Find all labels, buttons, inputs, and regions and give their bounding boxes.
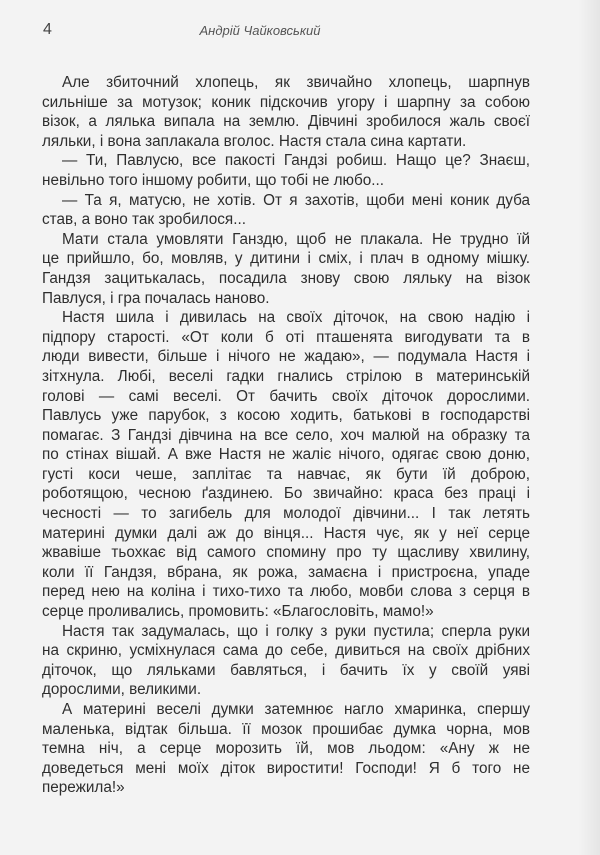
- text-line: Павлуся, і гра почалась наново.: [42, 289, 270, 307]
- text-line: візок, а лялька випала на землю. Дівчині зробилося жаль своєї: [42, 113, 530, 131]
- text-line: зітхнула. Любі, веселі гадки гнались стрілою в материнській: [42, 367, 530, 385]
- text-line: діточок, що ляльками бавляться, і бачить їх у своїй уяві: [42, 661, 530, 679]
- running-head-author: Андрій Чайковський: [199, 23, 321, 38]
- text-line: сильніше за мотузок; коник підскочив угору і шарпну за собою: [42, 93, 530, 111]
- text-line: А материні веселі думки затемнює нагло хмаринка, спершу: [62, 701, 530, 718]
- text-line: невільно того іншому робити, що тобі не любо...: [42, 171, 385, 189]
- text-line: маленька, відтак більша. її мозок прошибає думка чорна, мов: [42, 720, 530, 738]
- text-line: на скриню, усміхнулася сама до себе, дивиться на своїх дрібних: [42, 642, 530, 660]
- text-line: це прийшло, бо, мовляв, у дитини і сміх, і плач в одному мішку.: [42, 250, 530, 268]
- text-line: дорослими, великими.: [42, 681, 202, 699]
- page-body-text: [42, 73, 530, 798]
- paragraph: [42, 308, 530, 622]
- text-line: темна ніч, а серце морозить їй, мов льодом: «Ану ж не: [42, 740, 530, 758]
- text-line: материні думки далі аж до вінця... Настя чує, як у неї серце: [42, 524, 530, 542]
- text-line: жвавіше тьохкає від самого спомину про ту щасливу хвилину,: [42, 544, 530, 562]
- text-line: голові — самі веселі. От бачить своїх діточок дорослими.: [42, 387, 530, 405]
- text-line: — Ти, Павлусю, все пакості Гандзі робиш. Нащо це? Знаєш,: [62, 152, 530, 170]
- text-line: Мати стала умовляти Ганздю, щоб не плакала. Не трудно їй: [62, 230, 530, 248]
- text-line: — Та я, матусю, не хотів. От я захотів, щоби мені коник дуба: [62, 191, 530, 209]
- text-line: Настя так задумалась, що і голку з руки пустила; сперла руки: [62, 622, 530, 640]
- paragraph: [42, 700, 530, 798]
- page-edge-shadow: [578, 0, 600, 855]
- text-line: чесності — то загибель для молодої дівчини... І так летять: [42, 505, 530, 523]
- text-line: коли її Гандзя, вбрана, як рожа, замаєна і пристроєна, упаде: [42, 563, 530, 581]
- text-line: Павлусь уже парубок, з косою ходить, батькові в господарстві: [42, 407, 530, 425]
- text-line: став, а воно так зробилося...: [42, 211, 246, 229]
- text-line: помагає. З Гандзі дівчина на все село, хоч малюй на образку та: [42, 426, 530, 444]
- text-line: люди вивести, більше і нічого не жадаю», — подумала Настя і: [42, 348, 530, 366]
- page-number: 4: [43, 21, 52, 38]
- text-line: пережила!»: [42, 779, 125, 797]
- text-line: перед нею на коліна і тихо-тихо та любо, мовби слова з серця в: [42, 583, 530, 601]
- text-line: Гандзя зацитькалась, посадила знову свою ляльку на візок: [42, 269, 530, 287]
- paragraph: [42, 230, 530, 308]
- text-line: густі коси чеше, заплітає та навчає, як бути їй доброю,: [42, 465, 530, 483]
- text-line: Але збиточний хлопець, як звичайно хлопець, шарпнув: [62, 74, 530, 91]
- paragraph: [42, 151, 530, 190]
- text-line: підпору старості. «От коли б оті пташенята вигодувати та в: [42, 328, 530, 346]
- text-line: доведеться мені моїх діток виростити! Господи! Я б того не: [42, 759, 530, 777]
- text-line: роботящою, чесною ґаздинею. Бо звичайно: краса без праці і: [42, 485, 530, 503]
- text-line: ляльки, і вона заплакала вголос. Настя стала сина картати.: [42, 132, 467, 150]
- text-line: серце проливались, промовить: «Благословіть, мамо!»: [42, 603, 434, 621]
- paragraph: [42, 622, 530, 700]
- text-line: Настя шила і дивилась на своїх діточок, на свою надію і: [62, 309, 530, 327]
- paragraph: [42, 73, 530, 151]
- text-line: по стінах вішай. А вже Настя не жаліє нічого, одягає свою доню,: [42, 446, 530, 464]
- paragraph: [42, 191, 530, 230]
